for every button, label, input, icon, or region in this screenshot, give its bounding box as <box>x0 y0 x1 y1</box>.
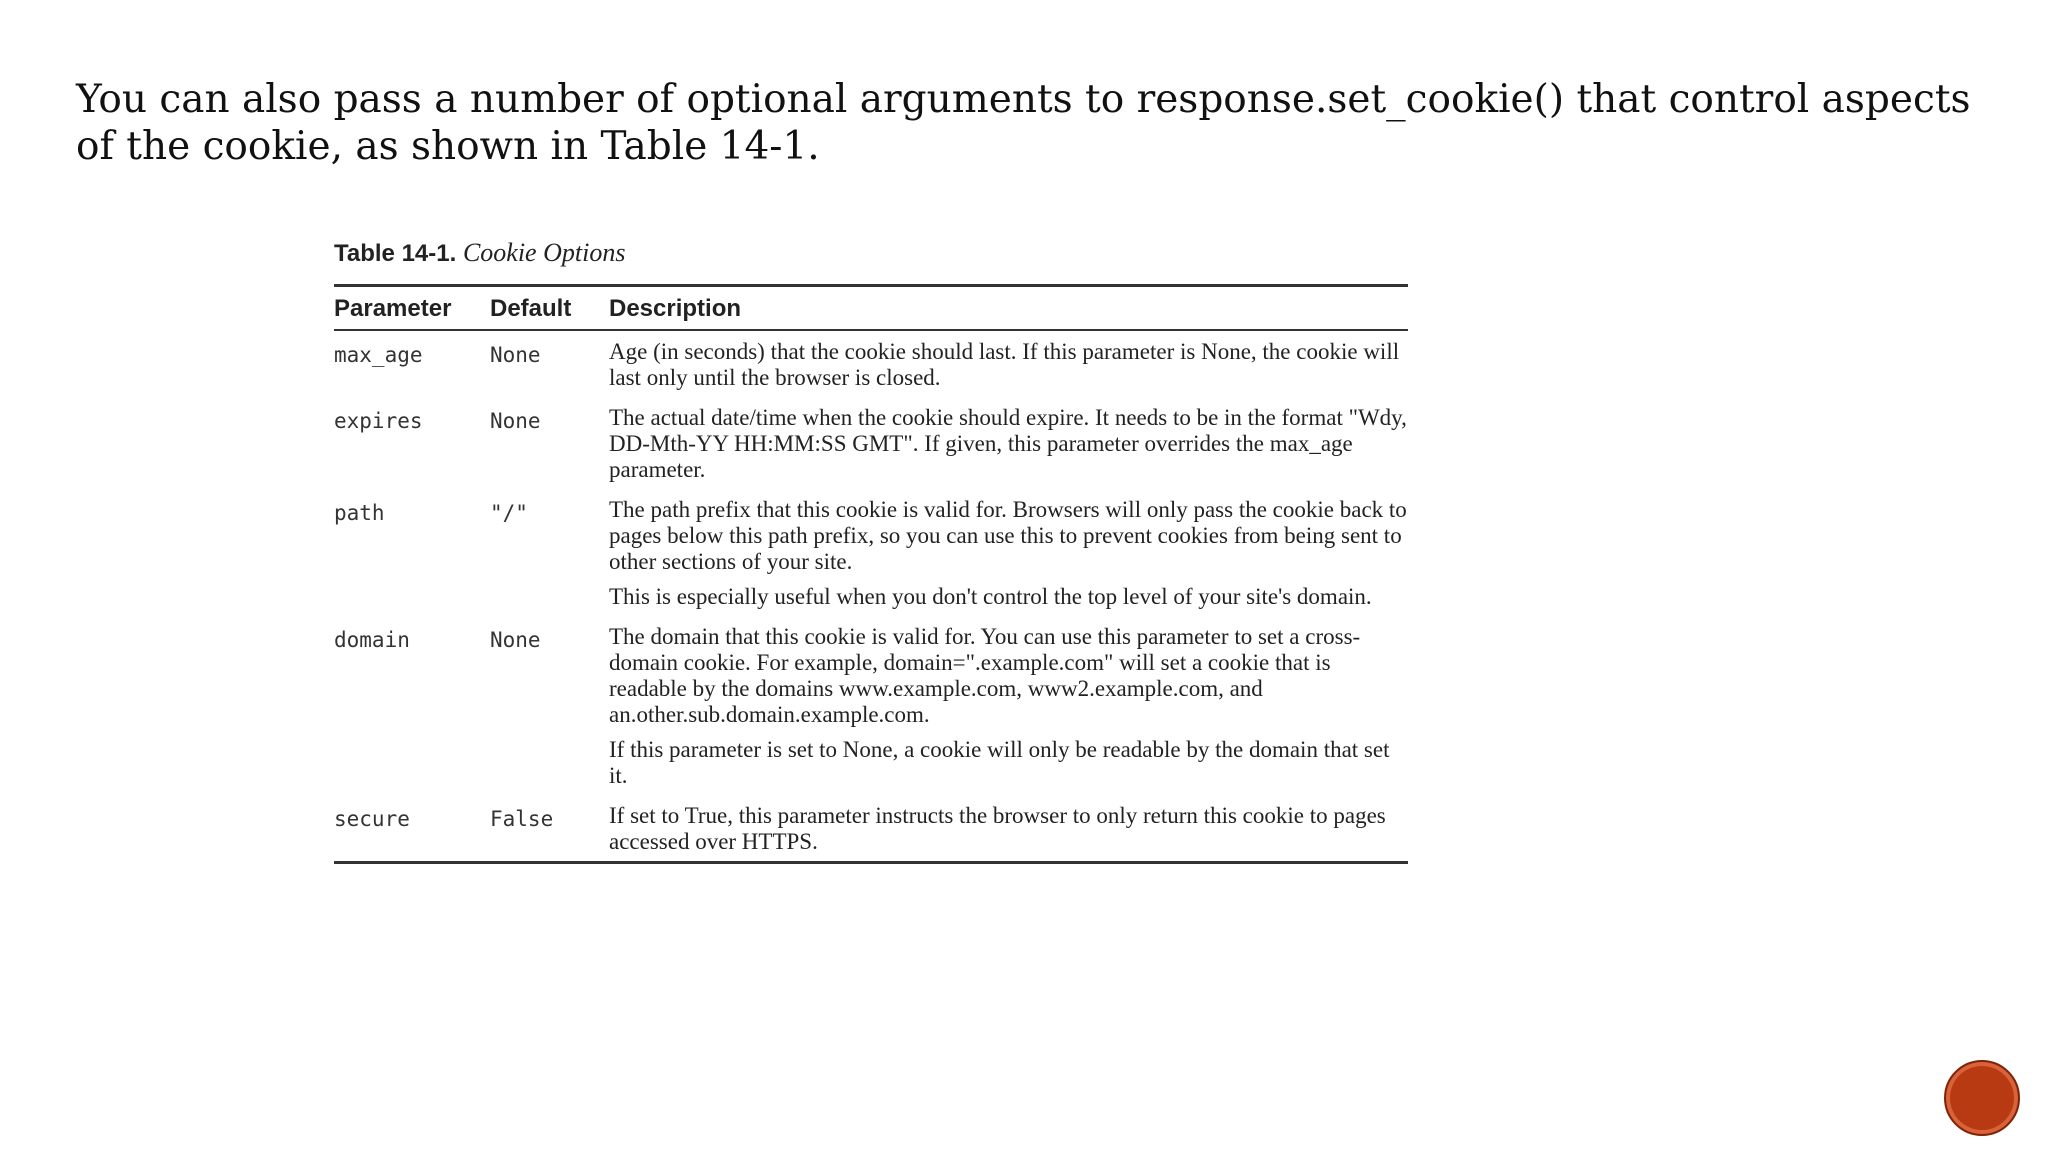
intro-paragraph: You can also pass a number of optional arguments to response.set_cookie() that control aspects of the cookie, as shown in Table 14-1. <box>76 77 1971 169</box>
table-caption <box>334 238 625 268</box>
table-row <box>334 489 1408 616</box>
description-cell <box>609 616 1408 795</box>
default-cell: None <box>490 628 541 652</box>
description-paragraph: If this parameter is set to None, a cookie will only be readable by the domain that set it. <box>609 737 1390 788</box>
description-cell <box>609 795 1408 863</box>
header-description: Description <box>609 286 1408 331</box>
default-cell: None <box>490 409 541 433</box>
cookie-options-table <box>334 284 1408 864</box>
table-row <box>334 397 1408 489</box>
table-row <box>334 795 1408 863</box>
description-paragraph: This is especially useful when you don't control the top level of your site's domain. <box>609 584 1372 609</box>
description-paragraph: The domain that this cookie is valid for. You can use this parameter to set a cross-domain cookie. For example, domain=".example.com" will set a cookie that is readable by the domains www.example.com, www2.example.com, and an.other.sub.domain.example.com. <box>609 624 1361 727</box>
description-paragraph: The path prefix that this cookie is valid for. Browsers will only pass the cookie back to pages below this path prefix, so you can use this to prevent cookies from being sent to other sections of your site. <box>609 497 1407 574</box>
default-cell: False <box>490 807 554 831</box>
table-caption-title: Cookie Options <box>462 238 626 267</box>
slide-badge-icon <box>1944 1060 2020 1136</box>
table-header-row <box>334 286 1408 331</box>
header-default: Default <box>490 286 609 331</box>
parameter-cell: domain <box>334 628 410 652</box>
description-paragraph: The actual date/time when the cookie should expire. It needs to be in the format "Wdy, DD-Mth-YY HH:MM:SS GMT". If given, this parameter overrides the max_age parameter. <box>609 405 1407 482</box>
header-parameter: Parameter <box>334 286 490 331</box>
description-cell <box>609 397 1408 489</box>
description-paragraph: If set to True, this parameter instructs the browser to only return this cookie to pages accessed over HTTPS. <box>609 803 1386 854</box>
description-cell <box>609 330 1408 397</box>
parameter-cell: expires <box>334 409 423 433</box>
table-caption-label: Table 14-1. <box>334 240 457 267</box>
parameter-cell: secure <box>334 807 410 831</box>
default-cell: "/" <box>490 501 528 525</box>
description-cell <box>609 489 1408 616</box>
default-cell: None <box>490 343 541 367</box>
table-row <box>334 330 1408 397</box>
parameter-cell: max_age <box>334 343 423 367</box>
description-paragraph: Age (in seconds) that the cookie should last. If this parameter is None, the cookie will last only until the browser is closed. <box>609 339 1400 390</box>
table-row <box>334 616 1408 795</box>
parameter-cell: path <box>334 501 385 525</box>
